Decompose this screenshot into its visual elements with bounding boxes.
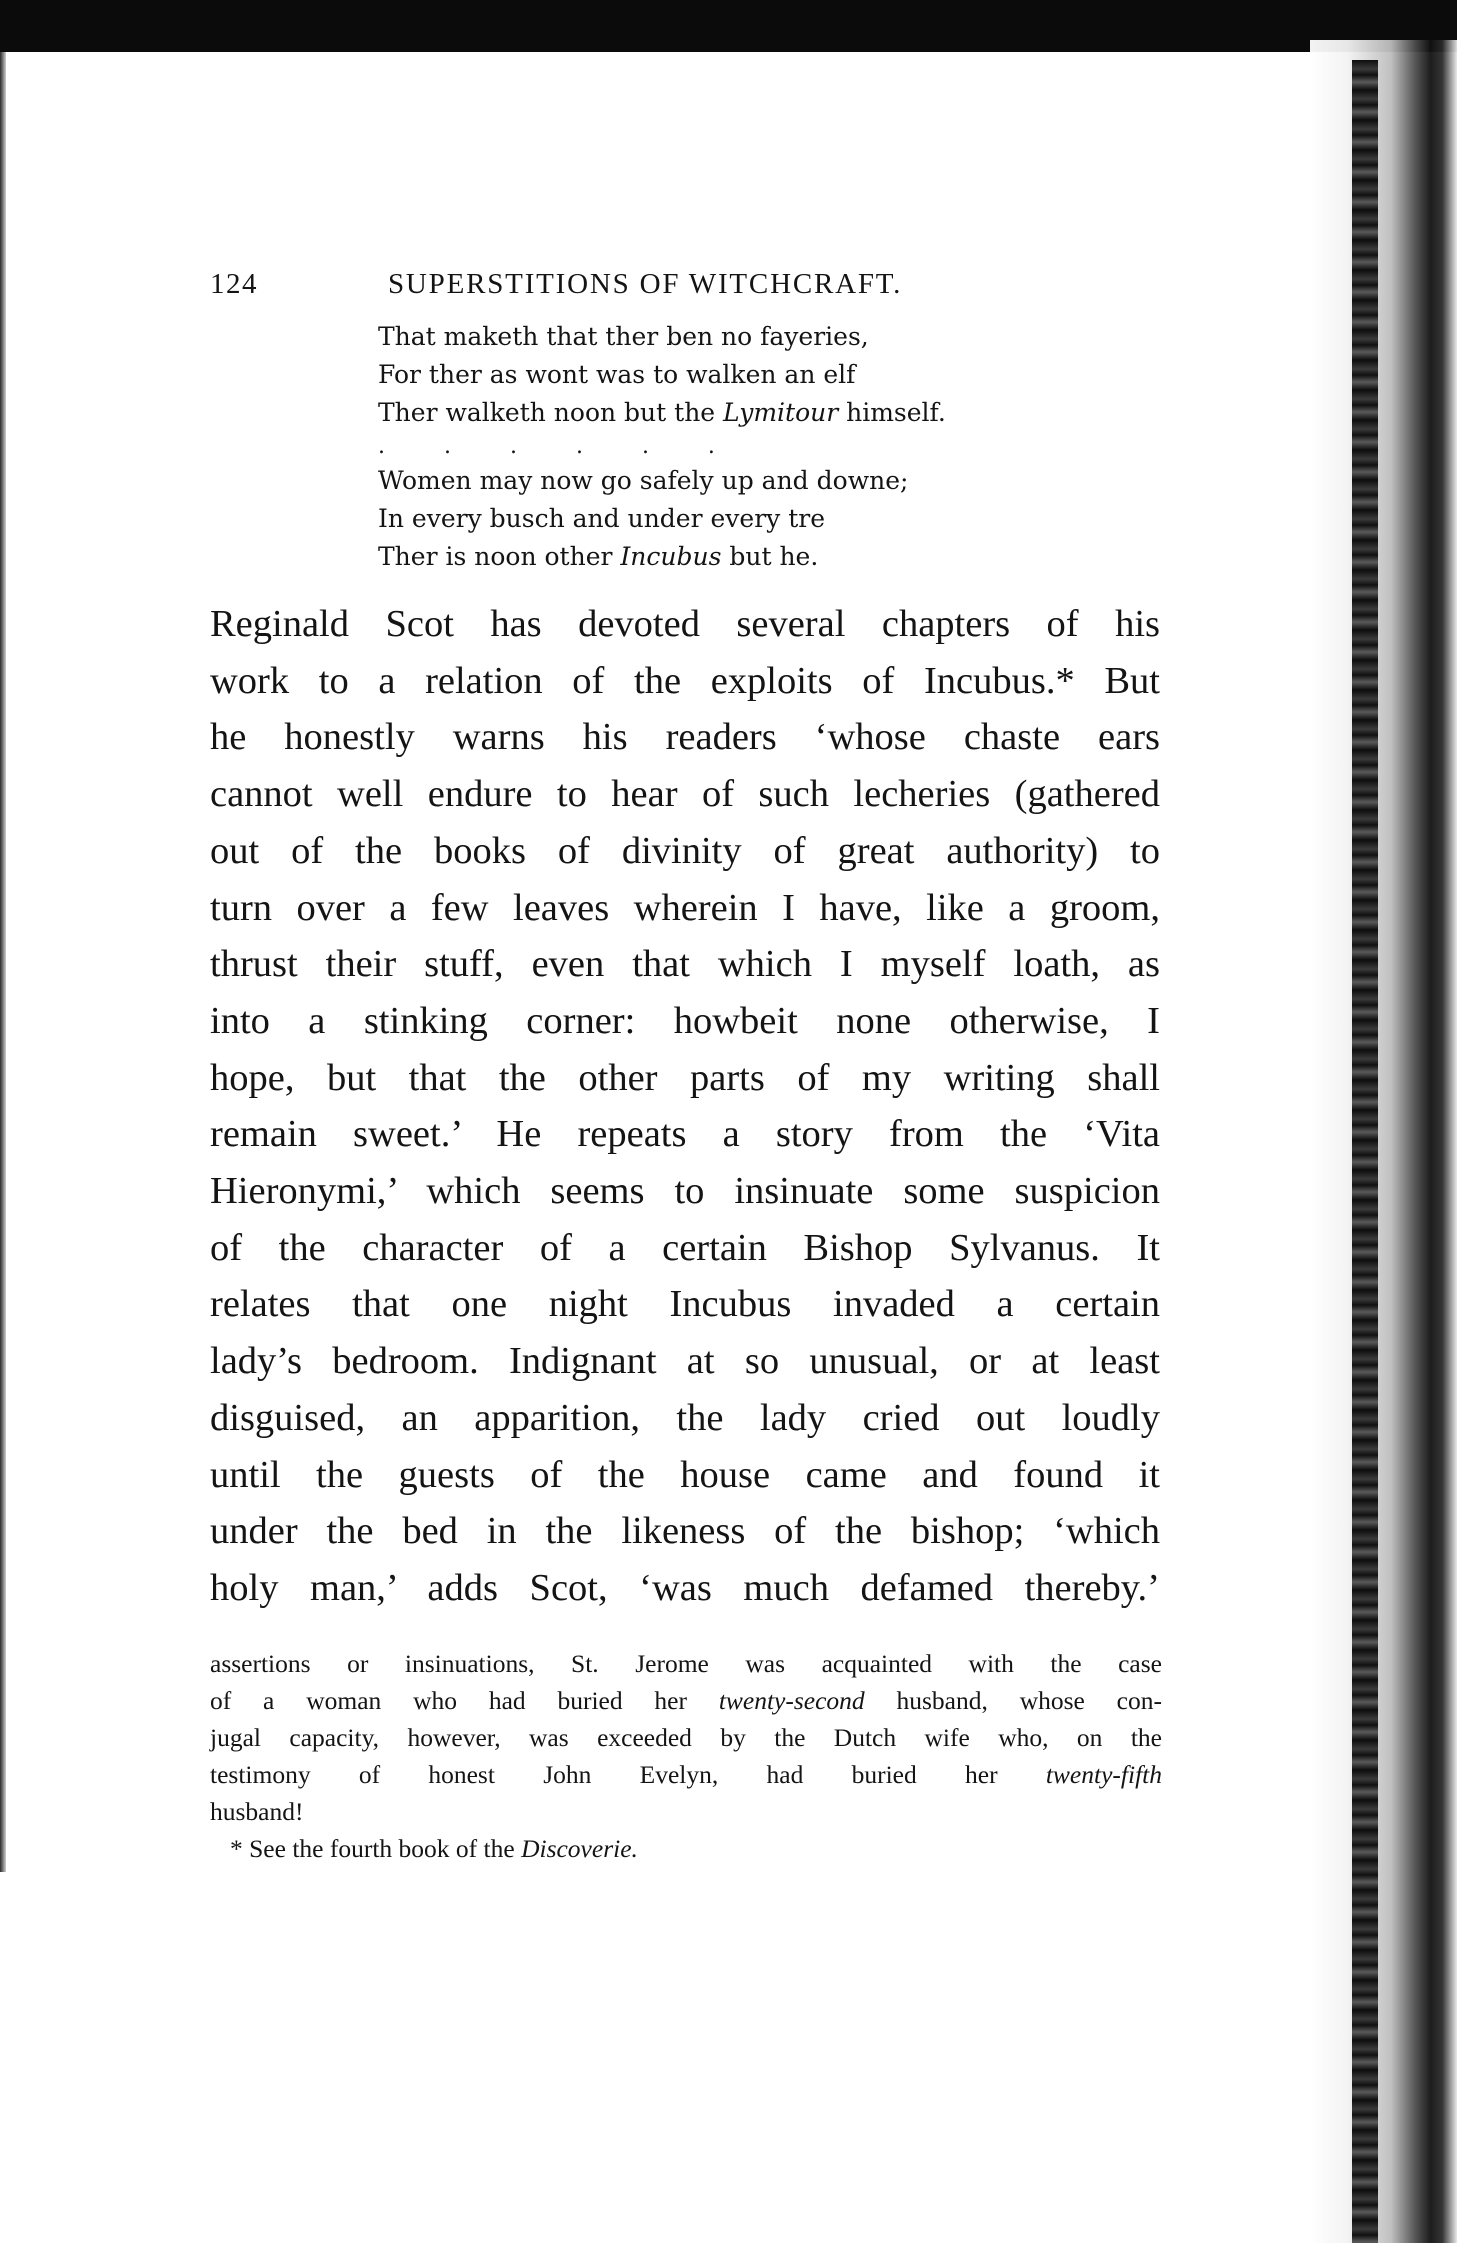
footnote-italic: twenty-fifth	[1045, 1759, 1162, 1789]
running-title: SUPERSTITIONS OF WITCHCRAFT.	[388, 268, 903, 300]
footnote-italic: Discoverie.	[521, 1833, 638, 1863]
verse-line: That maketh that ther ben no fayeries,	[378, 322, 869, 351]
paragraph-line: Reginald Scot has devoted several chapters of his	[210, 603, 1160, 645]
footnote-star: * See the fourth book of the Discoverie.	[230, 1833, 638, 1863]
book-gutter-shadow	[1310, 40, 1457, 2243]
footnote-continued-line: jugal capacity, however, was exceeded by the Dutch wife who, on the	[210, 1722, 1162, 1752]
book-spine-streak	[1352, 60, 1378, 2243]
footnote-continued-line: testimony of honest John Evelyn, had buried her twenty-fifth	[210, 1759, 1162, 1789]
verse-italic-word: Lymitour	[723, 398, 839, 427]
running-header	[210, 258, 1220, 318]
paragraph-line: out of the books of divinity of great authority) to	[210, 829, 1160, 872]
verse-quotation	[378, 318, 1220, 576]
footnote-continued-line: husband!	[210, 1796, 304, 1826]
paragraph-line: hope, but that the other parts of my writing shall	[210, 1056, 1160, 1099]
paragraph-line: lady’s bedroom. Indignant at so unusual, or at least	[210, 1340, 1160, 1383]
paragraph-line: of the character of a certain Bishop Sylvanus. It	[210, 1226, 1160, 1269]
paragraph-line: remain sweet.’ He repeats a story from the ‘Vita	[210, 1113, 1160, 1156]
paragraph-line: turn over a few leaves wherein I have, like a groom,	[210, 886, 1160, 929]
verse-line: Ther walketh noon but the Lymitour himself.	[378, 398, 946, 427]
verse-line: For ther as wont was to walken an elf	[378, 360, 856, 389]
main-paragraph	[210, 596, 1160, 1617]
paragraph-line: cannot well endure to hear of such lecheries (gathered	[210, 773, 1160, 816]
paragraph-line: into a stinking corner: howbeit none otherwise, I	[210, 999, 1160, 1042]
paragraph-line: thrust their stuff, even that which I myself loath, as	[210, 943, 1160, 986]
footnote-continued-line: of a woman who had buried her twenty-second husband, whose con-	[210, 1685, 1162, 1715]
verse-line: In every busch and under every tre	[378, 504, 826, 533]
paragraph-line: he honestly warns his readers ‘whose chaste ears	[210, 716, 1160, 759]
page-number: 124	[210, 268, 258, 300]
paragraph-line: relates that one night Incubus invaded a certain	[210, 1283, 1160, 1326]
paragraph-line: under the bed in the likeness of the bishop; ‘which	[210, 1510, 1160, 1553]
footnote-italic: twenty-second	[718, 1685, 865, 1715]
verse-line: Women may now go safely up and downe;	[378, 466, 909, 495]
verse-italic-word: Incubus	[620, 542, 722, 571]
paragraph-line: Hieronymi,’ which seems to insinuate some suspicion	[210, 1170, 1160, 1213]
book-page	[210, 258, 1220, 1867]
paragraph-line: holy man,’ adds Scot, ‘was much defamed thereby.’	[210, 1566, 1160, 1609]
scan-left-edge	[0, 52, 6, 1872]
footnote-continued-line: assertions or insinuations, St. Jerome was acquainted with the case	[210, 1648, 1162, 1678]
paragraph-line: work to a relation of the exploits of Incubus.* But	[210, 659, 1160, 702]
verse-ellipsis: . . . . . .	[378, 434, 715, 459]
paragraph-line: until the guests of the house came and found it	[210, 1453, 1160, 1496]
verse-line: Ther is noon other Incubus but he.	[378, 542, 819, 571]
footnotes	[210, 1645, 1162, 1867]
paragraph-line: disguised, an apparition, the lady cried out loudly	[210, 1396, 1160, 1439]
scan-top-border	[0, 0, 1457, 52]
